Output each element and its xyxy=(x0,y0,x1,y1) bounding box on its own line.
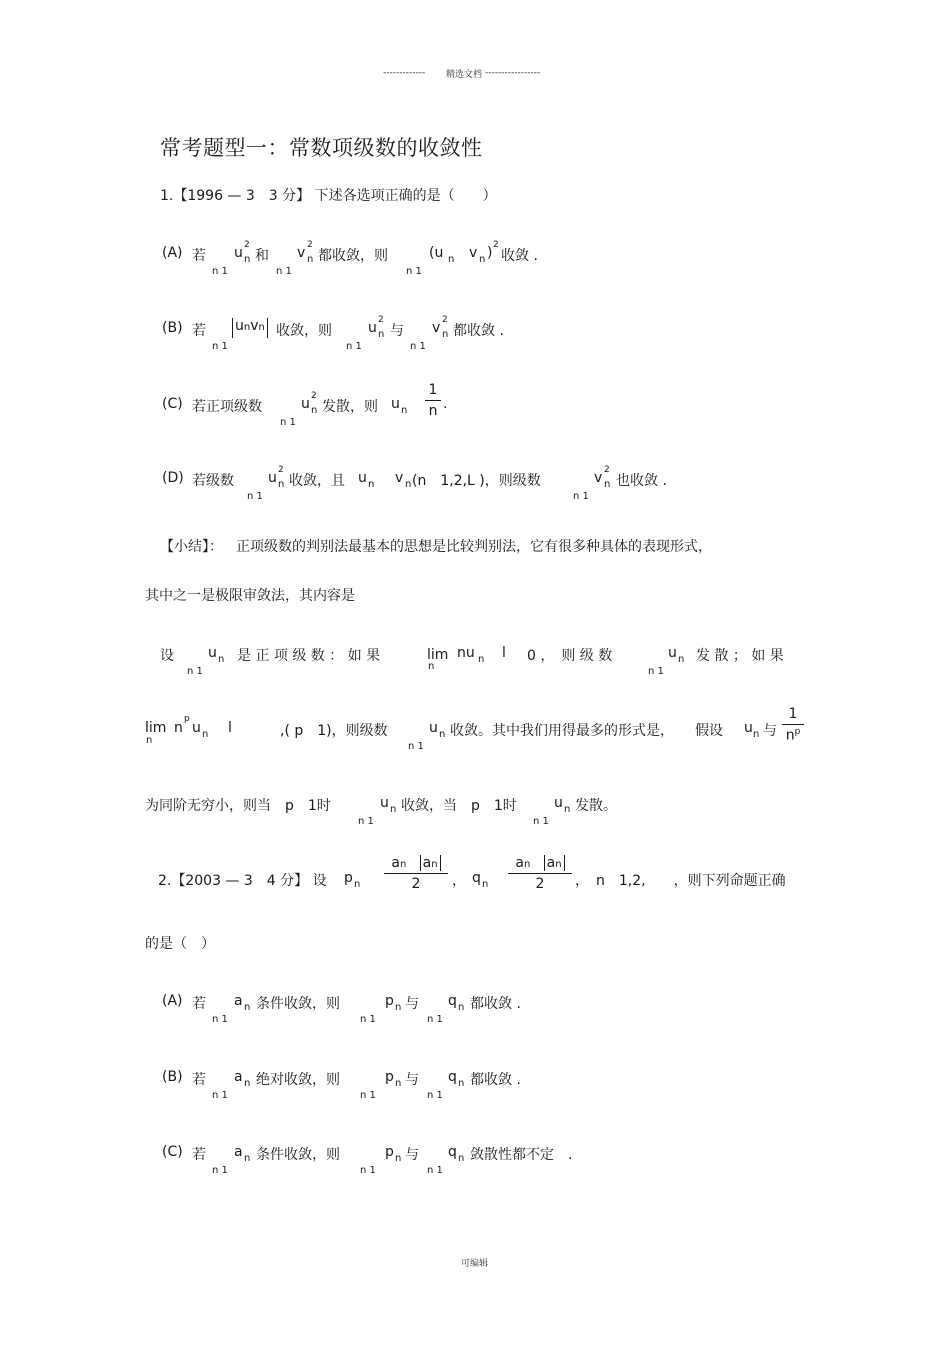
option-label: (C) xyxy=(162,1144,183,1160)
math-subscript: n xyxy=(311,405,318,416)
math-subscript: n xyxy=(439,729,446,740)
option-label: (B) xyxy=(162,1069,183,1085)
math-subscript: n xyxy=(431,859,438,870)
summary-text: 0 ， 则 级 数 xyxy=(527,648,613,664)
option-text: 与 xyxy=(405,996,419,1012)
option-text: 与 xyxy=(405,1072,419,1088)
math-u: u xyxy=(429,720,438,736)
math-superscript: 2 xyxy=(244,240,250,250)
option-text: . xyxy=(443,396,448,412)
option-label: (D) xyxy=(162,470,184,486)
sum-index: n 1 xyxy=(212,266,228,277)
summary-text: 收敛，当 p 1时 xyxy=(401,798,517,814)
math-limit-index: n xyxy=(146,735,153,746)
math-subscript: n xyxy=(395,1153,402,1164)
math-subscript: n xyxy=(753,729,760,740)
math-subscript: n xyxy=(218,654,225,665)
sum-index: n 1 xyxy=(410,341,426,352)
abs-value xyxy=(420,855,441,871)
fraction-bar xyxy=(782,724,804,725)
math-q: q xyxy=(448,1144,457,1160)
math-subscript: n xyxy=(564,804,571,815)
math-subscript: n xyxy=(555,859,562,870)
math-subscript: n xyxy=(478,654,485,665)
option-text: 若正项级数 xyxy=(192,399,262,415)
fraction-numerator: 1 xyxy=(428,382,438,398)
sum-index: n 1 xyxy=(648,666,664,677)
sum-index: n 1 xyxy=(360,1165,376,1176)
math-u: u xyxy=(208,645,217,661)
option-text: 若 xyxy=(192,1072,206,1088)
fraction-one-over-n xyxy=(425,382,441,419)
math-u: u xyxy=(301,396,310,412)
sum-index: n 1 xyxy=(212,1090,228,1101)
math-a: a xyxy=(234,993,243,1009)
math-superscript: p xyxy=(184,714,190,724)
option-text: 若 xyxy=(192,1147,206,1163)
summary-text: 是 正 项 级 数 ： 如 果 xyxy=(237,648,381,664)
math-l: l xyxy=(502,645,506,661)
math-a: a xyxy=(234,1144,243,1160)
math-lim: lim xyxy=(145,720,167,736)
option-text: 若 xyxy=(192,248,206,264)
math-subscript: n xyxy=(523,859,531,870)
sum-index: n 1 xyxy=(187,666,203,677)
sum-index: n 1 xyxy=(533,816,549,827)
option-text: 条件收敛，则 xyxy=(256,996,340,1012)
option-label: (C) xyxy=(162,396,183,412)
sum-index: n 1 xyxy=(427,1090,443,1101)
sum-index: n 1 xyxy=(212,1165,228,1176)
math-subscript: n xyxy=(442,329,449,340)
option-text: 都收敛 . xyxy=(470,1072,521,1088)
fraction-numerator xyxy=(384,855,448,871)
summary-text-1: 正项级数的判别法最基本的思想是比较判别法，它有很多种具体的表现形式， xyxy=(236,539,712,555)
option-text: 与 xyxy=(405,1147,419,1163)
math-u: u xyxy=(268,470,277,486)
math-subscript: n xyxy=(378,329,385,340)
option-label: (A) xyxy=(162,993,183,1009)
math-v: v xyxy=(297,245,306,261)
sum-index: n 1 xyxy=(276,266,292,277)
math-superscript: 2 xyxy=(604,465,610,475)
math-u: u xyxy=(368,320,377,336)
option-text: 若 xyxy=(192,996,206,1012)
option-text: 发散，则 xyxy=(322,399,378,415)
math-nu: nu xyxy=(457,645,475,661)
math-subscript: n xyxy=(448,254,455,265)
abs-value xyxy=(232,318,268,338)
fraction-denominator: 2 xyxy=(411,876,421,892)
math-superscript: 2 xyxy=(442,315,448,325)
math-u: u xyxy=(744,720,753,736)
math-subscript: n xyxy=(604,479,611,490)
math-v: v xyxy=(395,470,404,486)
math-a: a xyxy=(515,855,524,871)
option-text: 收敛 . xyxy=(501,248,538,264)
summary-text: 发散。 xyxy=(575,798,617,814)
math-v: v xyxy=(469,245,478,261)
math-paren: (u xyxy=(429,245,444,261)
fraction-bar xyxy=(384,873,448,874)
math-subscript: n xyxy=(390,804,397,815)
math-n: n xyxy=(174,720,183,736)
math-superscript: 2 xyxy=(278,465,284,475)
math-a: a xyxy=(422,855,432,871)
math-p: p xyxy=(385,1069,394,1085)
math-a: a xyxy=(234,1069,243,1085)
fraction-p xyxy=(384,855,448,892)
sum-index: n 1 xyxy=(360,1014,376,1025)
summary-text: 设 xyxy=(160,648,174,664)
sum-index: n 1 xyxy=(212,341,228,352)
math-l: l xyxy=(228,720,232,736)
fraction-q xyxy=(508,855,572,892)
math-subscript: n xyxy=(479,254,486,265)
math-subscript: n xyxy=(401,405,408,416)
sum-index: n 1 xyxy=(408,741,424,752)
math-a: a xyxy=(391,855,400,871)
math-subscript: n xyxy=(202,729,209,740)
math-superscript: 2 xyxy=(493,240,499,250)
math-u: u xyxy=(358,470,367,486)
math-subscript: n xyxy=(258,322,265,333)
math-subscript: n xyxy=(395,1002,402,1013)
math-p: p xyxy=(385,993,394,1009)
option-text: 都收敛，则 xyxy=(318,248,388,264)
fraction-numerator xyxy=(508,855,572,871)
math-subscript: n xyxy=(399,859,407,870)
math-q: q xyxy=(448,1069,457,1085)
math-subscript: n xyxy=(244,1153,251,1164)
math-superscript: p xyxy=(794,727,801,737)
math-u: u xyxy=(554,795,563,811)
question-text: ， xyxy=(452,873,466,889)
math-subscript: n xyxy=(368,479,375,490)
fraction-one-over-n-p xyxy=(782,706,804,744)
option-text: 收敛，则 xyxy=(276,323,332,339)
fraction-bar xyxy=(425,400,441,401)
abs-value xyxy=(544,855,565,871)
math-lim: lim xyxy=(427,647,449,663)
option-text: 绝对收敛，则 xyxy=(256,1072,340,1088)
math-subscript: n xyxy=(354,879,361,890)
math-limit-index: n xyxy=(428,661,435,672)
math-v: v xyxy=(432,320,441,336)
math-subscript: n xyxy=(405,479,412,490)
math-subscript: n xyxy=(482,879,489,890)
math-superscript: 2 xyxy=(307,240,313,250)
summary-text: 与 xyxy=(763,723,777,739)
sum-index: n 1 xyxy=(247,491,263,502)
math-superscript: 2 xyxy=(311,391,317,401)
sum-index: n 1 xyxy=(346,341,362,352)
math-subscript: n xyxy=(678,654,685,665)
math-n: n xyxy=(785,727,795,744)
math-u: u xyxy=(192,720,201,736)
question-text: 2.【2003 — 3 4 分】 设 xyxy=(158,873,327,889)
math-v: v xyxy=(594,470,603,486)
fraction-denominator xyxy=(782,727,804,744)
summary-text: ,( p 1)，则级数 xyxy=(280,723,388,739)
question-1-stem: 1.【1996 — 3 3 分】 下述各选项正确的是（ ） xyxy=(160,188,497,204)
header-left-dashes: ------------- xyxy=(383,68,426,78)
option-text: 与 xyxy=(390,323,404,339)
sum-index: n 1 xyxy=(406,266,422,277)
math-subscript: n xyxy=(244,1078,251,1089)
sum-index: n 1 xyxy=(573,491,589,502)
math-u: u xyxy=(668,645,677,661)
math-subscript: n xyxy=(458,1078,465,1089)
summary-text: 为同阶无穷小，则当 p 1时 xyxy=(145,798,331,814)
sum-index: n 1 xyxy=(358,816,374,827)
math-p: p xyxy=(385,1144,394,1160)
sum-index: n 1 xyxy=(427,1014,443,1025)
math-subscript: n xyxy=(458,1002,465,1013)
math-subscript: n xyxy=(395,1078,402,1089)
math-subscript: n xyxy=(307,254,314,265)
fraction-bar xyxy=(508,873,572,874)
option-text: 都收敛 . xyxy=(470,996,521,1012)
math-p: p xyxy=(344,870,353,886)
question-text: ， n 1,2, ，则下列命题正确 xyxy=(575,873,786,889)
question-2-stem-2: 的是（ ） xyxy=(145,936,215,952)
option-text: 都收敛 . xyxy=(453,323,504,339)
option-label: (B) xyxy=(162,320,183,336)
math-a: a xyxy=(546,855,556,871)
page-footer: 可编辑 xyxy=(461,1259,489,1269)
sum-index: n 1 xyxy=(212,1014,228,1025)
sum-index: n 1 xyxy=(360,1090,376,1101)
math-subscript: n xyxy=(244,1002,251,1013)
fraction-numerator: 1 xyxy=(788,706,798,722)
option-text: 和 xyxy=(255,248,269,264)
math-paren: ) xyxy=(487,245,493,261)
header-title: 精选文档 xyxy=(446,70,483,80)
math-subscript: n xyxy=(278,479,285,490)
summary-text: 收敛。其中我们用得最多的形式是， 假设 xyxy=(450,723,723,739)
option-text: 也收敛 . xyxy=(616,473,667,489)
header-right-dashes: ----------------- xyxy=(485,68,541,78)
option-text: 收敛，且 xyxy=(289,473,345,489)
math-subscript: n xyxy=(244,254,251,265)
math-subscript: n xyxy=(243,322,251,333)
summary-text-2: 其中之一是极限审敛法，其内容是 xyxy=(145,588,355,604)
math-subscript: n xyxy=(458,1153,465,1164)
math-u: u xyxy=(380,795,389,811)
math-v: v xyxy=(250,318,259,334)
fraction-denominator: n xyxy=(428,403,438,419)
math-u: u xyxy=(391,396,400,412)
math-q: q xyxy=(448,993,457,1009)
math-u: u xyxy=(235,318,244,334)
option-label: (A) xyxy=(162,245,183,261)
sum-index: n 1 xyxy=(280,417,296,428)
option-text: 若 xyxy=(192,323,206,339)
section-title: 常考题型一：常数项级数的收敛性 xyxy=(160,136,483,160)
option-text: (n 1,2,L )，则级数 xyxy=(412,473,541,489)
summary-text: 发 散 ； 如 果 xyxy=(696,648,784,664)
math-superscript: 2 xyxy=(378,315,384,325)
sum-index: n 1 xyxy=(427,1165,443,1176)
option-text: 若级数 xyxy=(192,473,234,489)
fraction-denominator: 2 xyxy=(535,876,545,892)
math-u: u xyxy=(234,245,243,261)
math-q: q xyxy=(472,870,481,886)
summary-label: 【小结】： xyxy=(160,539,223,555)
option-text: 敛散性都不定 . xyxy=(470,1147,573,1163)
option-text: 条件收敛，则 xyxy=(256,1147,340,1163)
